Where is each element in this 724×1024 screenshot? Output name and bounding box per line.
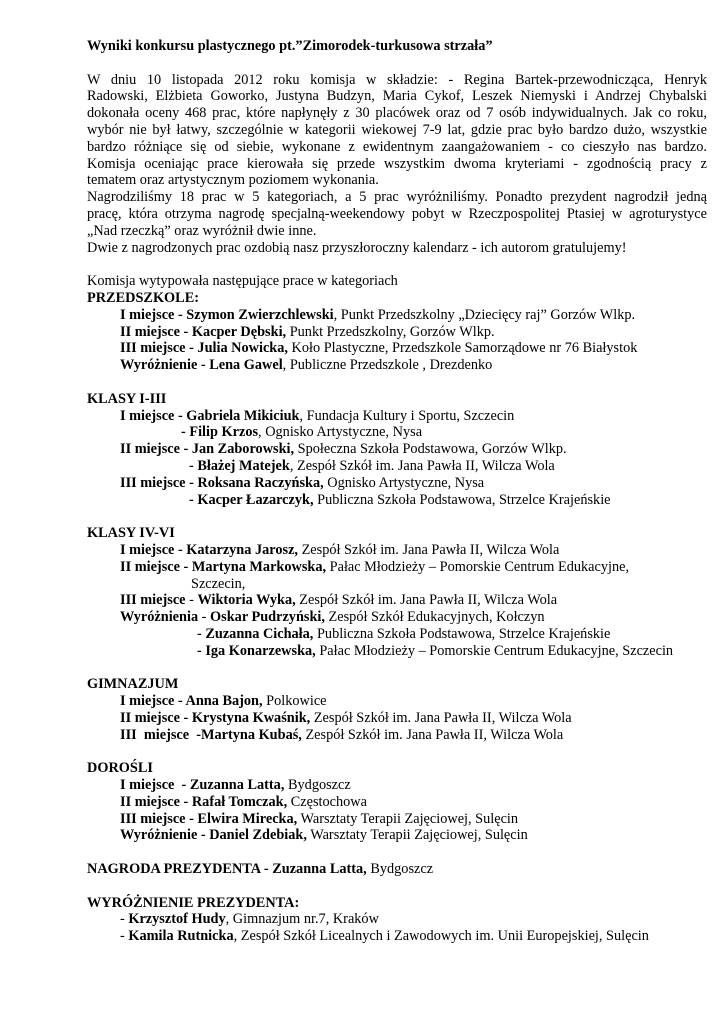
winner-name: Wyróżnienie - Daniel Zdebiak, <box>120 827 307 844</box>
winner-institution: , Zespół Szkół Licealnych i Zawodowych im. Unii Europejskiej, Sulęcin <box>233 928 649 945</box>
award-entry <box>87 475 707 492</box>
winner-name: Wiktoria Wyka, <box>197 592 296 609</box>
winner-name: III miejsce - Elwira Mirecka, <box>120 810 298 827</box>
intro-line: bardzo różniące się od siebie, wykonane z ewidentnym zaangażowaniem - co cieszyło nas bardzo. <box>87 138 707 155</box>
award-entry <box>87 492 707 509</box>
award-entry <box>87 727 707 744</box>
winner-institution: Bydgoszcz <box>366 861 434 878</box>
intro-line: Komisja oceniając prace kierowała się przede wszystkim dwoma kryteriami - zgodnością pracy z <box>87 155 707 172</box>
winner-name: III miejsce - Julia Nowicka, <box>120 340 288 357</box>
section-heading: KLASY I-III <box>87 390 167 407</box>
award-entry <box>87 592 707 609</box>
section-heading: DOROŚLI <box>87 760 153 777</box>
award-entry <box>87 811 707 828</box>
award-entry <box>87 307 707 324</box>
section-klasy-4-6 <box>87 525 707 659</box>
winner-institution: Ognisko Artystyczne, Nysa <box>323 474 485 491</box>
winner-institution: Warsztaty Terapii Zajęciowej, Sulęcin <box>306 827 528 844</box>
intro-line: wybór nie był łatwy, szczególnie w kategorii wiekowej 7-9 lat, gdzie prac było bardzo dużo, wszystkie <box>87 121 707 138</box>
separator: - <box>198 609 211 626</box>
award-entry <box>87 357 707 374</box>
intro-paragraph <box>87 72 707 257</box>
winner-institution: Publiczna Szkoła Podstawowa, Strzelce Krajeńskie <box>313 625 611 642</box>
intro-line: „Nad rzeczką” oraz wyróżnił dwie inne. <box>87 222 317 239</box>
winner-institution: Częstochowa <box>287 793 367 810</box>
intro-line: Nagrodziliśmy 18 prac w 5 kategoriach, a 5 prac wyróżniliśmy. Ponadto prezydent nagrodził jedną <box>87 189 707 206</box>
winner-institution: Koło Plastyczne, Przedszkole Samorządowe nr 76 Białystok <box>287 340 638 357</box>
intro-line: tematem oraz artystycznym poziomem wykonania. <box>87 172 379 189</box>
winner-institution: , Zespół Szkół im. Jana Pawła II, Wilcza Wola <box>289 457 555 474</box>
winner-name: II miejsce - Rafał Tomczak, <box>120 793 288 810</box>
award-entry <box>87 643 707 660</box>
winner-name: II miejsce - Jan Zaborowski, <box>120 441 295 458</box>
winner-name: I miejsce - Szymon Zwierzchlewski <box>120 306 334 323</box>
award-entry <box>87 827 707 844</box>
winner-institution: Pałac Młodzieży – Pomorskie Centrum Edukacyjne, Szczecin <box>315 642 674 659</box>
award-place: III miejsce <box>120 592 186 609</box>
bullet-dash: - <box>120 911 129 928</box>
winner-name: II miejsce - Krystyna Kwaśnik, <box>120 709 311 726</box>
award-entry-continuation: Szczecin, <box>191 575 246 592</box>
intro-line: W dniu 10 listopada 2012 roku komisja w składzie: - Regina Bartek-przewodnicząca, Henryk <box>87 71 707 88</box>
section-dorosli <box>87 760 707 844</box>
winner-institution: , Ognisko Artystyczne, Nysa <box>258 424 423 441</box>
winner-name: - Iga Konarzewska, <box>197 642 316 659</box>
award-place: Wyróżnienia <box>120 609 199 626</box>
winner-institution: Zespół Szkół im. Jana Pawła II, Wilcza Wola <box>310 709 572 726</box>
award-entry <box>87 441 707 458</box>
section-gimnazjum <box>87 676 707 743</box>
committee-line: Komisja wytypowała następujące prace w kategoriach <box>87 273 398 290</box>
intro-line: dokonała oceny 468 prac, które napłynęły z 30 placówek oraz od 7 osób indywidualnych. Jak co roku, <box>87 105 707 122</box>
winner-name: I miejsce - Anna Bajon, <box>120 693 263 710</box>
award-heading: NAGRODA PREZYDENTA - Zuzanna Latta, <box>87 861 367 878</box>
winner-name: Oskar Pudrzyński, <box>210 609 325 626</box>
award-entry <box>87 424 707 441</box>
intro-line: pracę, która otrzyma nagrodę specjalną-weekendowy pobyt w Rzeczpospolitej Ptasiej w agroturystyce <box>87 205 707 222</box>
winner-name: II miejsce - Martyna Markowska, <box>120 558 327 575</box>
winner-name: II miejsce - Kacper Dębski, <box>120 323 287 340</box>
winner-institution: , Publiczne Przedszkole , Drezdenko <box>282 357 493 374</box>
winner-institution: Zespół Szkół im. Jana Pawła II, Wilcza Wola <box>295 592 558 609</box>
award-entry <box>87 777 707 794</box>
section-heading: WYRÓŻNIENIE PREZYDENTA: <box>87 894 300 911</box>
winner-institution: Bydgoszcz <box>284 777 351 794</box>
winner-institution: Zespół Szkół im. Jana Pawła II, Wilcza Wola <box>298 541 560 558</box>
winner-institution: , Fundacja Kultury i Sportu, Szczecin <box>299 407 515 424</box>
winner-name: - Filip Krzos <box>181 424 259 441</box>
section-heading: KLASY IV-VI <box>87 525 175 542</box>
intro-line: Radowski, Elżbieta Goworko, Justyna Budzyn, Maria Cykof, Leszek Niemyski i Andrzej Chybalski <box>87 88 707 105</box>
winner-name: - Kacper Łazarczyk, <box>189 491 314 508</box>
section-heading: GIMNAZJUM <box>87 676 179 693</box>
winner-institution: , Gimnazjum nr.7, Kraków <box>225 911 379 928</box>
winner-name: III miejsce -Martyna Kubaś, <box>120 726 302 743</box>
document-title: Wyniki konkursu plastycznego pt.”Zimorodek-turkusowa strzała” <box>87 38 493 54</box>
award-entry <box>87 324 707 341</box>
winner-institution: Publiczna Szkoła Podstawowa, Strzelce Krajeńskie <box>313 491 611 508</box>
winner-institution: Polkowice <box>262 693 327 710</box>
award-entry <box>87 542 707 559</box>
award-entry <box>87 340 707 357</box>
winner-institution: , Punkt Przedszkolny „Dziecięcy raj” Gorzów Wlkp. <box>333 306 636 323</box>
winner-institution: Społeczna Szkoła Podstawowa, Gorzów Wlkp. <box>294 441 567 458</box>
section-klasy-1-3 <box>87 391 707 509</box>
award-entry <box>87 928 707 945</box>
section-wyroznienie-prezydenta <box>87 895 707 945</box>
winner-name: Krzysztof Hudy <box>128 911 226 928</box>
award-entry <box>87 609 707 626</box>
winner-institution: Zespół Szkół Edukacyjnych, Kołczyn <box>324 609 545 626</box>
winner-institution: Warsztaty Terapii Zajęciowej, Sulęcin <box>297 810 519 827</box>
winner-name: Wyróżnienie - Lena Gawel <box>120 357 283 374</box>
award-entry <box>87 559 707 576</box>
bullet-dash: - <box>120 928 129 945</box>
intro-line: Dwie z nagrodzonych prac ozdobią nasz przyszłoroczny kalendarz - ich autorom gratulujemy! <box>87 239 627 256</box>
winner-name: I miejsce - Gabriela Mikiciuk <box>120 407 300 424</box>
award-entry <box>87 911 707 928</box>
winner-institution: Punkt Przedszkolny, Gorzów Wlkp. <box>286 323 495 340</box>
winner-institution: Pałac Młodzieży – Pomorskie Centrum Edukacyjne, <box>326 558 630 575</box>
award-entry <box>87 626 707 643</box>
award-entry <box>87 458 707 475</box>
section-heading: PRZEDSZKOLE: <box>87 289 200 306</box>
award-entry <box>87 710 707 727</box>
winner-name: I miejsce - Katarzyna Jarosz, <box>120 541 298 558</box>
winner-name: I miejsce - Zuzanna Latta, <box>120 777 285 794</box>
section-przedszkole <box>87 290 707 374</box>
document-page <box>87 38 707 945</box>
winner-name: - Zuzanna Cichała, <box>197 625 314 642</box>
award-entry <box>87 408 707 425</box>
winner-name: Kamila Rutnicka <box>128 928 234 945</box>
separator: - <box>185 592 198 609</box>
award-entry <box>87 794 707 811</box>
section-nagroda-prezydenta <box>87 861 707 878</box>
winner-name: III miejsce - Roksana Raczyńska, <box>120 474 324 491</box>
winner-institution: Zespół Szkół im. Jana Pawła II, Wilcza Wola <box>301 726 564 743</box>
winner-name: - Błażej Matejek <box>189 457 290 474</box>
award-entry <box>87 693 707 710</box>
